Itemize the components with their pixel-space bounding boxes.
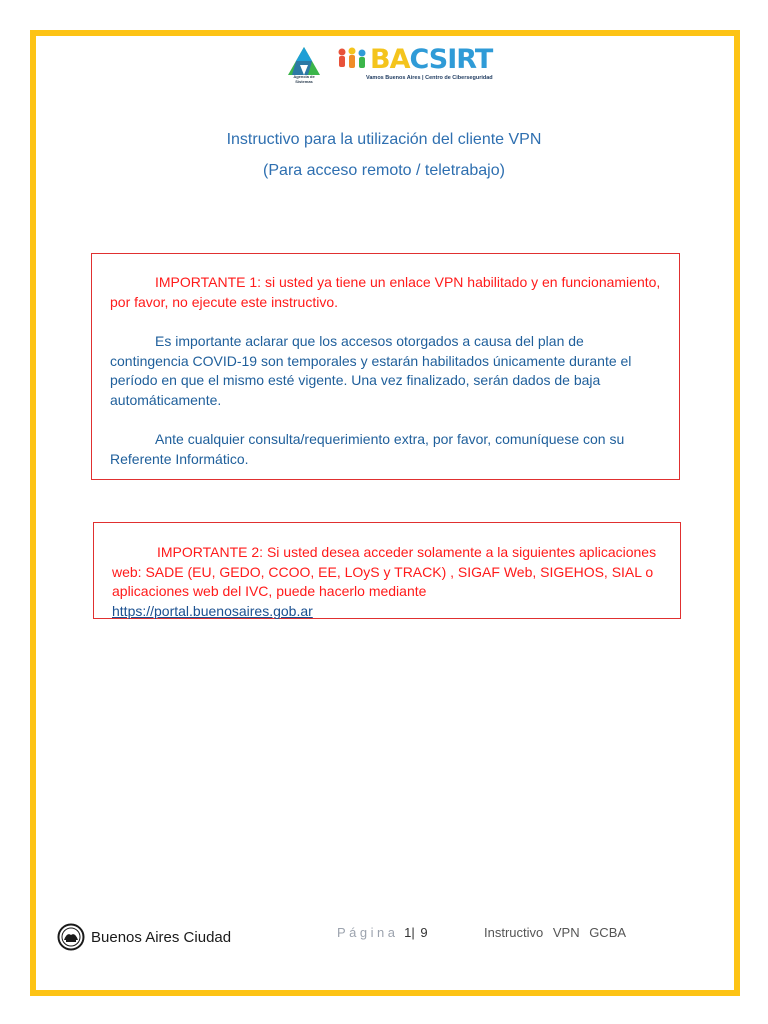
contact-paragraph: Ante cualquier consulta/requerimiento extra, por favor, comuníquese con su Referente Informático. xyxy=(110,431,625,467)
important-2-paragraph xyxy=(112,543,662,621)
bacsirt-wordmark xyxy=(370,45,492,75)
bacsirt-csirt: CSIRT xyxy=(409,44,493,75)
city-shield-icon xyxy=(57,923,85,951)
page-current: 1 xyxy=(404,925,412,940)
people-figures-icon xyxy=(336,47,370,75)
document-title: Instructivo para la utilización del cliente VPN xyxy=(226,131,542,148)
agencia-logo-text: Agencia de Sistemas xyxy=(293,74,315,84)
important-notice-box-1 xyxy=(91,253,680,480)
agencia-triangle-icon xyxy=(286,45,322,77)
footer-logo-text: Buenos Aires Ciudad xyxy=(91,928,232,946)
header-logos xyxy=(286,44,493,95)
contingency-paragraph: Es importante aclarar que los accesos otorgados a causa del plan de contingencia COVID-19 son temporales y estarán habilitados únicamente durante el período en que el mismo esté vigente. Una vez finalizado, serán dados de baja automáticamente. xyxy=(110,333,632,408)
page-label: Página xyxy=(337,925,399,940)
page-number xyxy=(337,925,428,940)
agencia-sistemas-logo xyxy=(286,45,322,95)
important-2-text: IMPORTANTE 2: Si usted desea acceder solamente a la siguientes aplicaciones web: SADE (EU, GEDO, CCOO, EE, LOyS y TRACK) , SIGAF Web, SIGEHOS, SIAL o aplicaciones web del IVC, puede hacerlo mediante xyxy=(112,544,657,599)
important-1-paragraph: IMPORTANTE 1: si usted ya tiene un enlace VPN habilitado y en funcionamiento, por favor, no ejecute este instructivo. xyxy=(110,274,661,310)
document-subtitle: (Para acceso remoto / teletrabajo) xyxy=(263,162,505,179)
footer-document-label: Instructivo VPN GCBA xyxy=(484,925,627,940)
page-separator: | xyxy=(411,925,415,940)
bacsirt-subtitle: Vamos Buenos Aires | Centro de Ciberseguridad xyxy=(366,75,493,81)
bacsirt-ba: BA xyxy=(370,44,410,75)
buenos-aires-ciudad-logo xyxy=(57,923,231,951)
important-notice-box-2 xyxy=(93,522,681,619)
bacsirt-logo xyxy=(336,44,493,95)
page-total: 9 xyxy=(420,925,428,940)
portal-link[interactable]: https://portal.buenosaires.gob.ar xyxy=(112,602,313,619)
